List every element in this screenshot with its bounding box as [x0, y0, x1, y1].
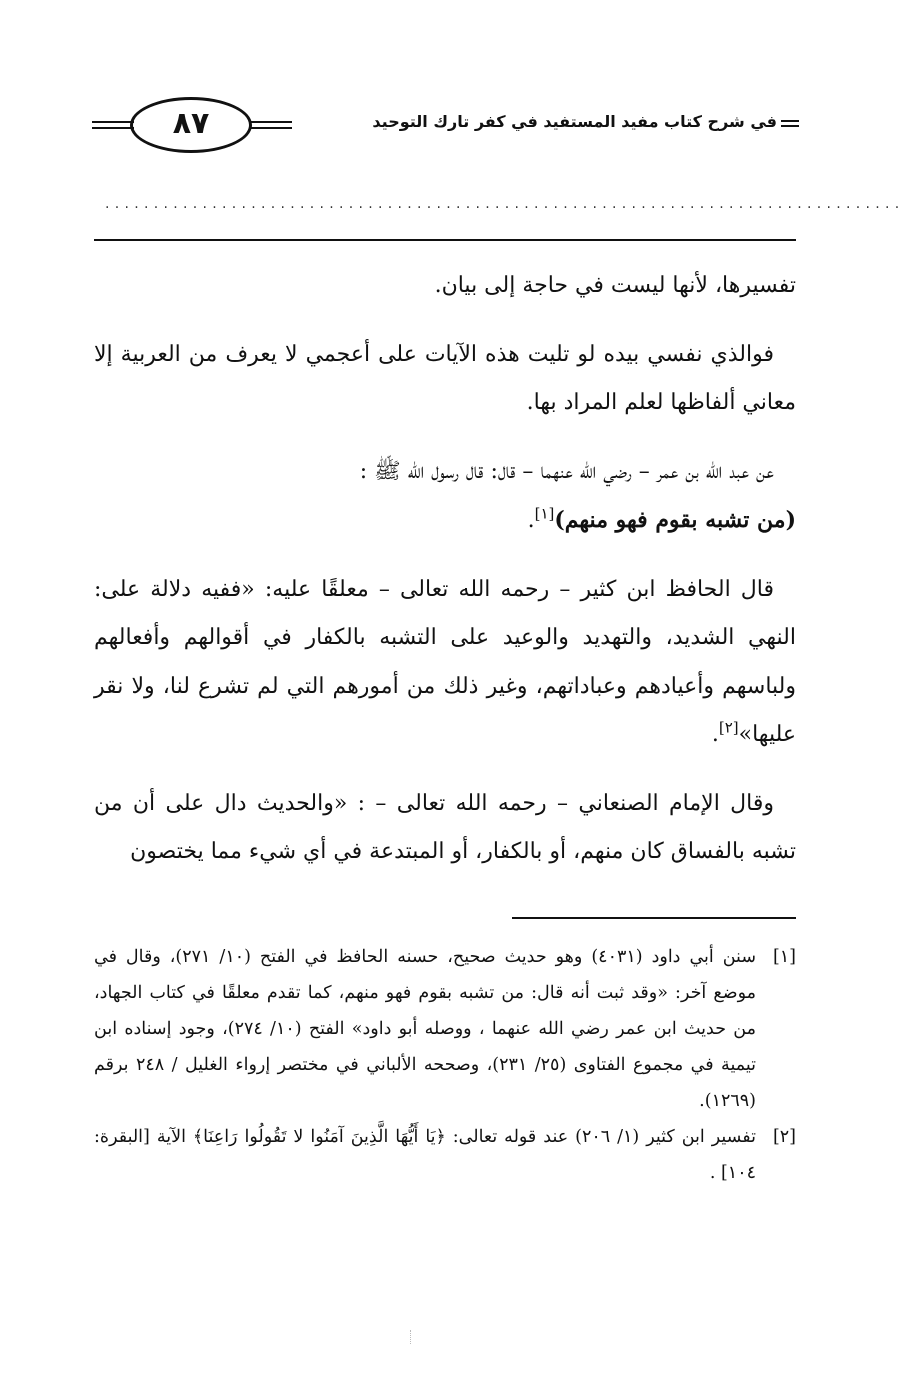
running-header-title: في شرح كتاب مفيد المستفيد في كفر تارك التوحيد: [372, 112, 777, 131]
paragraph-2-text: فوالذي نفسي بيده لو تليت هذه الآيات على أعجمي لا يعرف من العربية إلا معاني ألفاظها لعلم المراد بها.: [94, 341, 796, 415]
page-number-right-lines: [250, 121, 292, 129]
footnote-1-number: [١]: [772, 947, 796, 967]
sanani-quote: وقال الإمام الصنعاني – رحمه الله تعالى – : «والحديث دال على أن من تشبه بالفساق كان منهم، أو بالكفار، أو المبتدعة في أي شيء مما يختصون: [94, 790, 796, 864]
main-text: [94, 262, 796, 897]
page-number: ٨٧: [130, 97, 252, 153]
ibn-kathir-end: .: [711, 722, 719, 747]
page-number-ornament: [92, 95, 292, 155]
hadith-end: .: [527, 508, 535, 533]
paragraph-3: [94, 448, 796, 546]
footnote-ref-2[interactable]: [٢]: [718, 718, 739, 737]
footnotes: [94, 939, 796, 1191]
footnote-2-text: تفسير ابن كثير (١/ ٢٠٦) عند قوله تعالى: ﴿يَا أَيُّهَا الَّذِينَ آمَنُوا لا تَقُولُوا رَاعِنَا﴾ الآية [البقرة: ١٠٤] .: [94, 1127, 756, 1183]
footnote-2-number: [٢]: [772, 1127, 796, 1147]
footnote-ref-1[interactable]: [١]: [534, 504, 555, 523]
hadith-quote: (من تشبه بقوم فهو منهم): [554, 507, 796, 533]
header-rule: [94, 239, 796, 241]
hadith-intro: عن عبد الله بن عمر – رضي الله عنهما – قال: قال رسول الله ﷺ :: [359, 458, 774, 484]
ibn-kathir-quote: قال الحافظ ابن كثير – رحمه الله تعالى – معلقًا عليه: «ففيه دلالة على: النهي الشديد، والتهديد والوعيد على التشبه بالكفار في أقوالهم وأفعالهم ولباسهم وأعيادهم وعباداتهم، وغير ذلك من أمورهم التي لم تشرع لنا، ولا نقر عليها»: [94, 576, 796, 747]
header-ornament-lines: [781, 120, 799, 127]
paragraph-5: [94, 780, 796, 877]
page-number-left-lines: [92, 121, 134, 129]
footnote-rule: [512, 917, 796, 919]
paragraph-4: [94, 566, 796, 760]
dotted-separator: ..................................................................................: [105, 196, 905, 212]
paragraph-2: [94, 331, 796, 428]
scan-mark: [410, 1330, 413, 1344]
footnote-2: [94, 1119, 796, 1191]
footnote-1: [94, 939, 796, 1119]
paragraph-1: تفسيرها، لأنها ليست في حاجة إلى بيان.: [434, 273, 796, 298]
footnote-1-text: سنن أبي داود (٤٠٣١) وهو حديث صحيح، حسنه الحافظ في الفتح (١٠/ ٢٧١)، وقال في موضع آخر: «وقد ثبت أنه قال: من تشبه بقوم فهو منهم، كما تقدم معلقًا في كتاب الجهاد، من حديث ابن عمر رضي الله عنهما ، ووصله أبو داود» الفتح (١٠/ ٢٧٤)، وجود إسناده ابن تيمية في مجموع الفتاوى (٢٥/ ٢٣١)، وصححه الألباني في مختصر إرواء الغليل / ٢٤٨ برقم (١٢٦٩).: [94, 947, 756, 1111]
